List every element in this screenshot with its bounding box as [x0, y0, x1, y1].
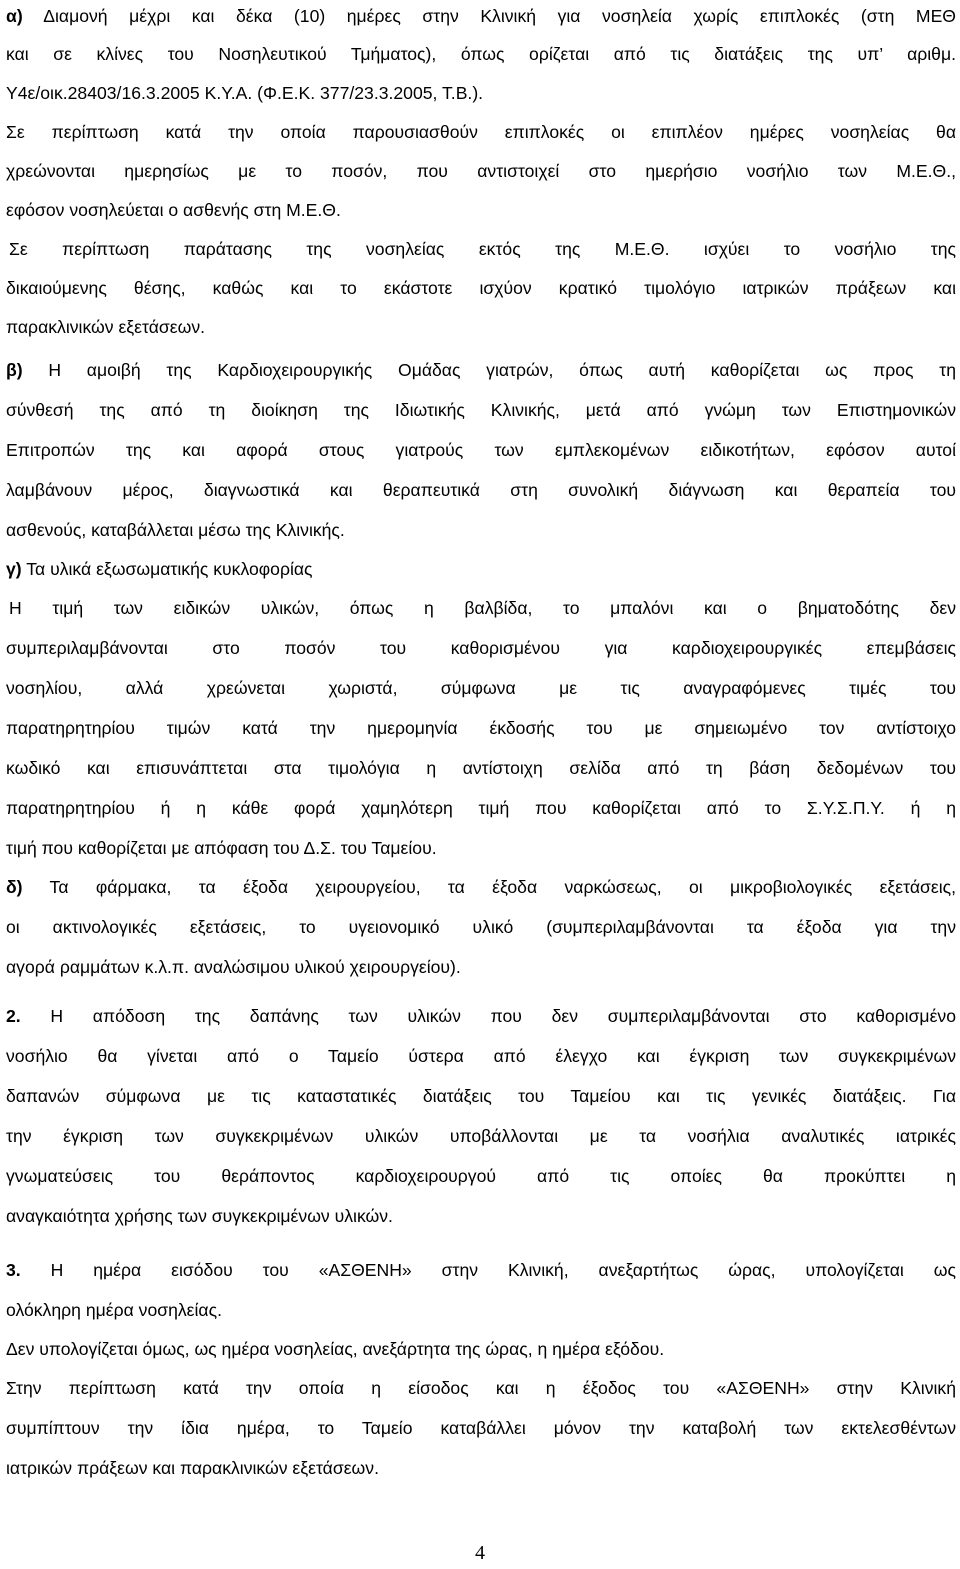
text-line: σύνθεσή της από τη διοίκηση της Ιδιωτικής Κλινικής, μετά από γνώμη των Επιστημονικών	[6, 400, 956, 420]
text-line: δικαιούμενης θέσης, καθώς και το εκάστοτε ισχύον κρατικό τιμολόγιο ιατρικών πράξεων και	[6, 278, 956, 298]
text-line: λαμβάνουν μέρος, διαγνωστικά και θεραπευτικά στη συνολική διάγνωση και θεραπεία του	[6, 480, 956, 500]
item-label: β)	[6, 360, 23, 380]
text-line: συμπίπτουν την ίδια ημέρα, το Ταμείο καταβάλλει μόνον την καταβολή των εκτελεσθέντων	[6, 1418, 956, 1438]
text-line: και σε κλίνες του Νοσηλευτικού Τμήματος), όπως ορίζεται από τις διατάξεις της υπ’ αριθμ.	[6, 44, 956, 64]
text-line: Υ4ε/οικ.28403/16.3.2005 Κ.Υ.Α. (Φ.Ε.Κ. 377/23.3.2005, Τ.Β.).	[6, 83, 484, 103]
text-line: παρακλινικών εξετάσεων.	[6, 317, 206, 337]
page-number: 4	[475, 1542, 485, 1564]
text-line: δαπανών σύμφωνα με τις καταστατικές διατάξεις του Ταμείου και τις γενικές διατάξεις. Για	[6, 1086, 956, 1106]
text-line: β) Η αμοιβή της Καρδιοχειρουργικής Ομάδας γιατρών, όπως αυτή καθορίζεται ως προς τη	[6, 360, 956, 380]
text-line: Η τιμή των ειδικών υλικών, όπως η βαλβίδα, το μπαλόνι και ο βηματοδότης δεν	[9, 598, 956, 618]
item-label: 2.	[6, 1006, 21, 1026]
text-line: ιατρικών πράξεων και παρακλινικών εξετάσεων.	[6, 1458, 379, 1478]
text-line: 3. Η ημέρα εισόδου του «ΑΣΘΕΝΗ» στην Κλινική, ανεξαρτήτως ώρας, υπολογίζεται ως	[6, 1260, 956, 1280]
text-line: εφόσον νοσηλεύεται ο ασθενής στη Μ.Ε.Θ.	[6, 200, 341, 220]
item-label: α)	[6, 6, 23, 26]
text-line: α) Διαμονή μέχρι και δέκα (10) ημέρες στην Κλινική για νοσηλεία χωρίς επιπλοκές (στη ΜΕΘ	[6, 6, 956, 26]
text-line: την έγκριση των συγκεκριμένων υλικών υποβάλλονται με τα νοσήλια αναλυτικές ιατρικές	[6, 1126, 956, 1146]
item-label: δ)	[6, 877, 23, 897]
text-line: νοσήλιο θα γίνεται από ο Ταμείο ύστερα από έλεγχο και έγκριση των συγκεκριμένων	[6, 1046, 956, 1066]
text-line: Δεν υπολογίζεται όμως, ως ημέρα νοσηλείας, ανεξάρτητα της ώρας, η ημέρα εξόδου.	[6, 1339, 665, 1359]
text-line: 2. Η απόδοση της δαπάνης των υλικών που δεν συμπεριλαμβάνονται στο καθορισμένο	[6, 1006, 956, 1026]
text-line: γνωματεύσεις του θεράποντος καρδιοχειρουργού από τις οποίες θα προκύπτει η	[6, 1166, 956, 1186]
text-line: αγορά ραμμάτων κ.λ.π. αναλώσιμου υλικού χειρουργείου).	[6, 957, 461, 977]
text-line: αναγκαιότητα χρήσης των συγκεκριμένων υλικών.	[6, 1206, 393, 1226]
text-line: οι ακτινολογικές εξετάσεις, το υγειονομικό υλικό (συμπεριλαμβάνονται τα έξοδα για την	[6, 917, 956, 937]
text-line: παρατηρητηρίου ή η κάθε φορά χαμηλότερη τιμή που καθορίζεται από το Σ.Υ.Σ.Π.Υ. ή η	[6, 798, 956, 818]
text-line: ασθενούς, καταβάλλεται μέσω της Κλινικής.	[6, 520, 345, 540]
text-line: Σε περίπτωση κατά την οποία παρουσιασθούν επιπλοκές οι επιπλέον ημέρες νοσηλείας θα	[6, 122, 956, 142]
text-line: Επιτροπών της και αφορά στους γιατρούς των εμπλεκομένων ειδικοτήτων, εφόσον αυτοί	[6, 440, 956, 460]
text-line: Στην περίπτωση κατά την οποία η είσοδος και η έξοδος του «ΑΣΘΕΝΗ» στην Κλινική	[6, 1378, 956, 1398]
text-line: χρεώνονται ημερησίως με το ποσόν, που αντιστοιχεί στο ημερήσιο νοσήλιο των Μ.Ε.Θ.,	[6, 161, 956, 181]
item-label: 3.	[6, 1260, 21, 1280]
text-line: κωδικό και επισυνάπτεται στα τιμολόγια η αντίστοιχη σελίδα από τη βάση δεδομένων του	[6, 758, 956, 778]
text-line: Σε περίπτωση παράτασης της νοσηλείας εκτός της Μ.Ε.Θ. ισχύει το νοσήλιο της	[9, 239, 956, 259]
text-line: νοσηλίου, αλλά χρεώνεται χωριστά, σύμφωνα με τις αναγραφόμενες τιμές του	[6, 678, 956, 698]
text-line: ολόκληρη ημέρα νοσηλείας.	[6, 1300, 222, 1320]
text-line: τιμή που καθορίζεται με απόφαση του Δ.Σ. του Ταμείου.	[6, 838, 437, 858]
item-label: γ)	[6, 559, 22, 579]
text-line: παρατηρητηρίου τιμών κατά την ημερομηνία έκδοσής του με σημειωμένο τον αντίστοιχο	[6, 718, 956, 738]
text-line: συμπεριλαμβάνονται στο ποσόν του καθορισμένου για καρδιοχειρουργικές επεμβάσεις	[6, 638, 956, 658]
section-heading: γ) Τα υλικά εξωσωματικής κυκλοφορίας	[6, 559, 313, 579]
text-line: δ) Τα φάρμακα, τα έξοδα χειρουργείου, τα έξοδα ναρκώσεως, οι μικροβιολογικές εξετάσεις,	[6, 877, 956, 897]
